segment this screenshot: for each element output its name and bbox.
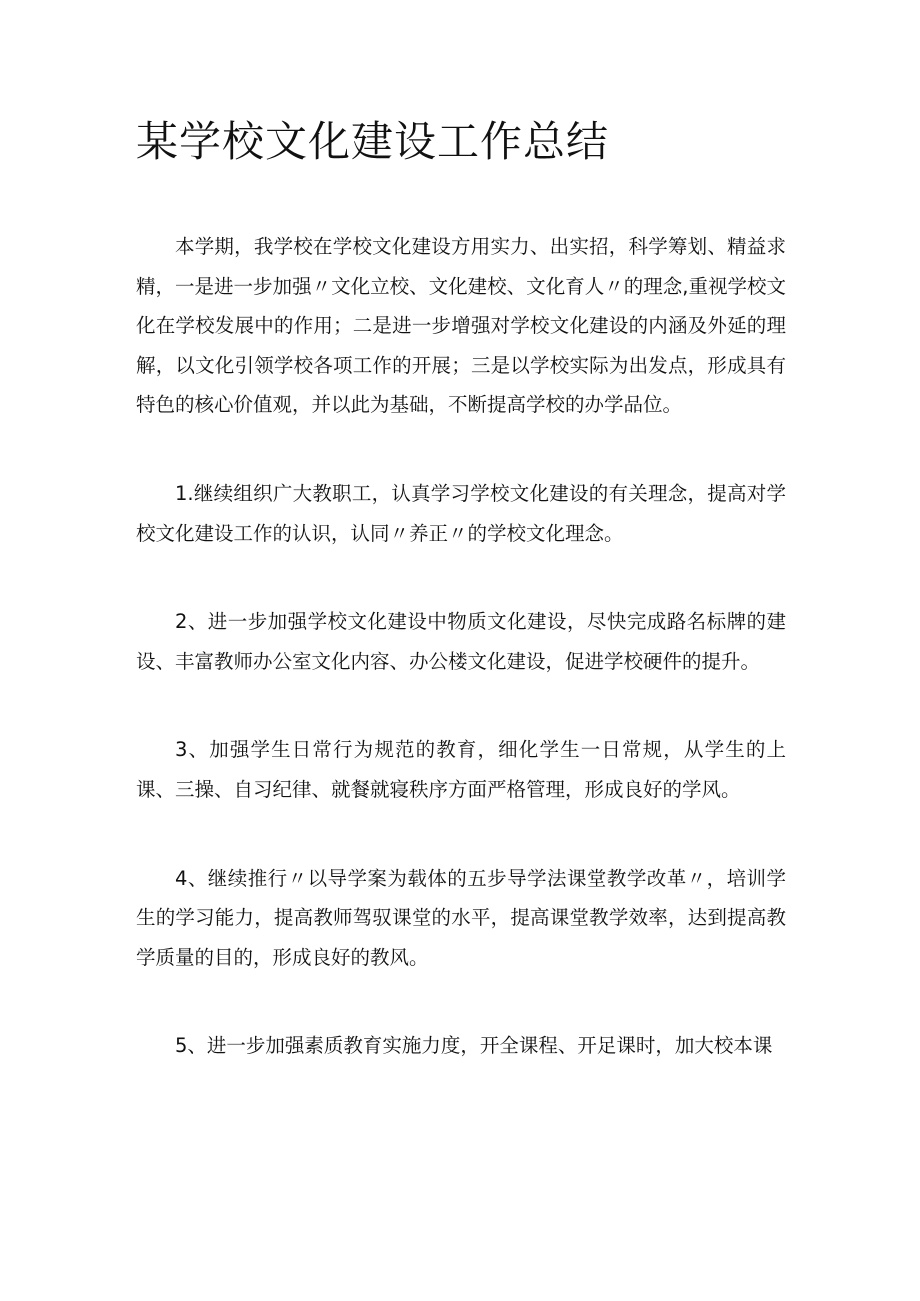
- item-3-paragraph: 3、加强学生日常行为规范的教育，细化学生一日常规，从学生的上课、三操、自习纪律、就餐就寝秩序方面严格管理，形成良好的学风。: [136, 738, 786, 801]
- item-5-paragraph: 5、进一步加强素质教育实施力度，开全课程、开足课时，加大校本课: [175, 1034, 773, 1058]
- intro-paragraph: 本学期，我学校在学校文化建设方用实力、出实招，科学筹划、精益求精，一是进一步加强〃文化立校、文化建校、文化育人〃的理念,重视学校文化在学校发展中的作用；二是进一步增强对学校文化建设的内涵及外延的理解，以文化引领学校各项工作的开展；三是以学校实际为出发点，形成具有特色的核心价值观，并以此为基础，不断提高学校的办学品位。: [136, 235, 786, 417]
- item-2-paragraph: 2、进一步加强学校文化建设中物质文化建设，尽快完成路名标牌的建设、丰富教师办公室文化内容、办公楼文化建设，促进学校硬件的提升。: [136, 610, 786, 673]
- item-1-paragraph: 1.继续组织广大教职工，认真学习学校文化建设的有关理念，提高对学校文化建设工作的认识，认同〃养正〃的学校文化理念。: [136, 481, 786, 545]
- document-body: [136, 227, 786, 1115]
- document-title: 某学校文化建设工作总结: [136, 117, 610, 166]
- item-4-paragraph: 4、继续推行〃以导学案为载体的五步导学法课堂教学改革〃，培训学生的学习能力，提高教师驾驭课堂的水平，提高课堂教学效率，达到提高教学质量的目的，形成良好的教风。: [136, 866, 786, 969]
